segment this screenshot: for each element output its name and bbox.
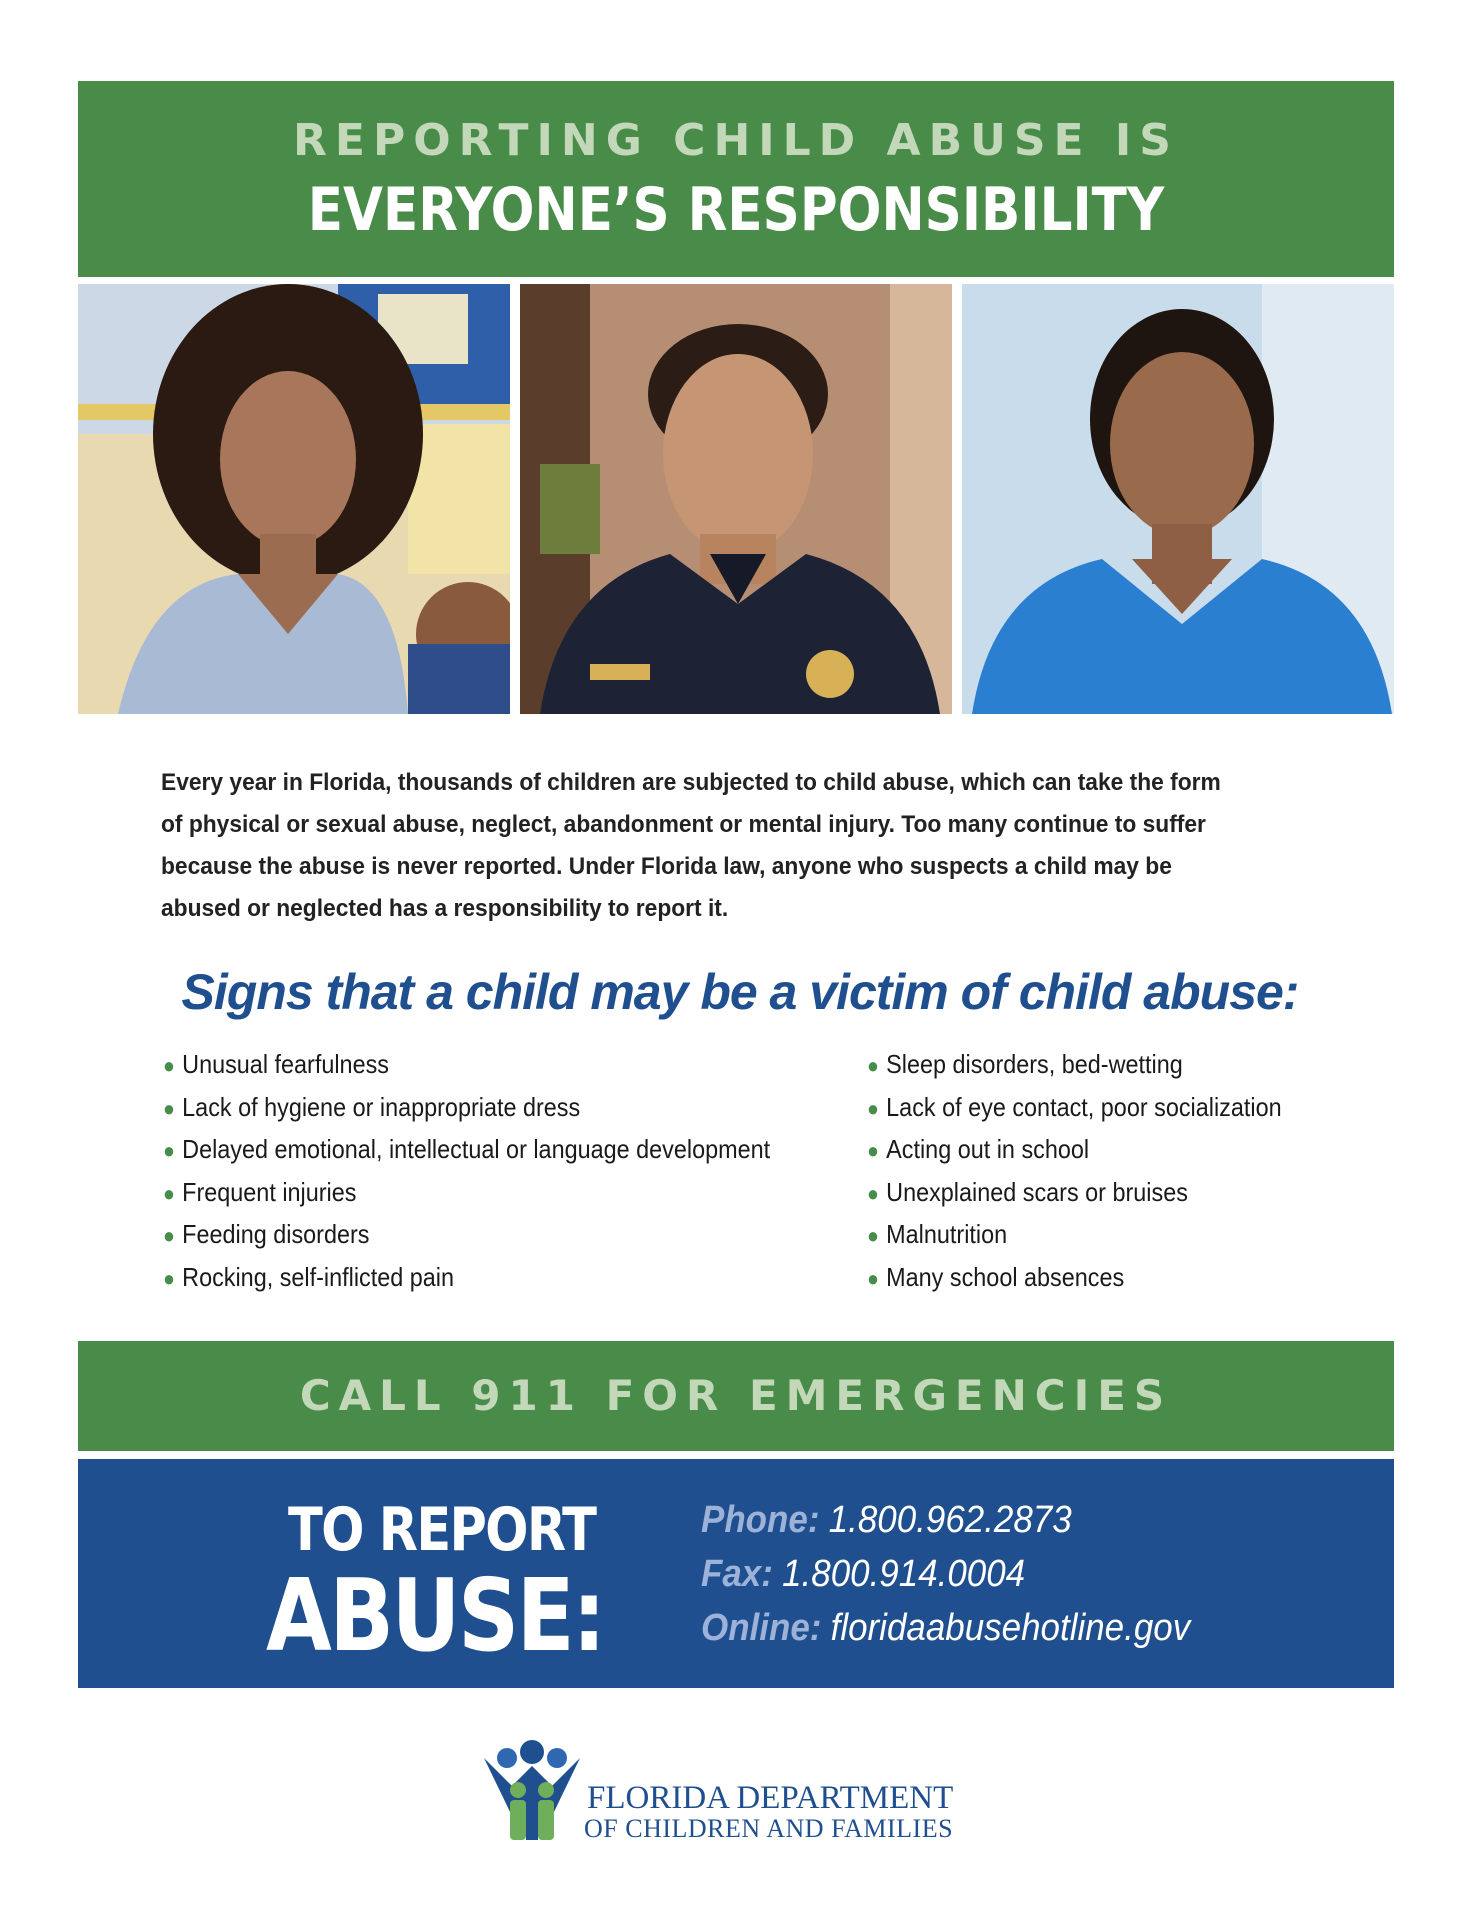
fax-label: Fax: xyxy=(701,1553,773,1595)
sign-item: ● Unusual fearfulness xyxy=(163,1049,389,1079)
report-box xyxy=(78,1459,1394,1688)
phone-label: Phone: xyxy=(701,1499,820,1541)
header-title: EVERYONE’S RESPONSIBILITY xyxy=(307,175,1165,245)
sign-item: ● Delayed emotional, intellectual or language development xyxy=(163,1134,771,1164)
bullet-icon: ● xyxy=(163,1265,175,1291)
online-link[interactable]: floridaabusehotline.gov xyxy=(830,1607,1191,1649)
phone-line xyxy=(701,1499,1072,1542)
logo-line1: FLORIDA DEPARTMENT xyxy=(587,1780,954,1816)
intro-paragraph: Every year in Florida, thousands of children are subjected to child abuse, which can take the form of physical or sexual abuse, neglect, abandonment or mental injury. Too many continue to suffer because the abuse is never reported. Under Florida law, anyone who suspects a child may be abused or neglected has a responsibility to report it. xyxy=(161,769,1221,922)
bullet-icon: ● xyxy=(867,1095,879,1121)
emergency-text: CALL 911 FOR EMERGENCIES xyxy=(299,1371,1173,1420)
sign-item: ● Sleep disorders, bed-wetting xyxy=(867,1049,1183,1079)
sign-item: ● Acting out in school xyxy=(867,1134,1090,1164)
online-label: Online: xyxy=(701,1607,822,1649)
police-officer-photo xyxy=(520,284,952,714)
sign-item: ● Many school absences xyxy=(867,1261,1125,1292)
photo-strip xyxy=(78,284,1394,714)
fax-number: 1.800.914.0004 xyxy=(782,1553,1026,1595)
bullet-icon: ● xyxy=(163,1095,175,1121)
bullet-icon: ● xyxy=(163,1223,175,1248)
signs-list-right xyxy=(867,1044,1328,1299)
bullet-icon: ● xyxy=(163,1138,175,1163)
teacher-photo xyxy=(78,284,510,714)
phone-number[interactable]: 1.800.962.2873 xyxy=(828,1499,1072,1541)
sign-item: ● Unexplained scars or bruises xyxy=(867,1176,1188,1207)
bullet-icon: ● xyxy=(867,1053,879,1078)
bullet-icon: ● xyxy=(163,1053,175,1078)
header-banner xyxy=(78,81,1394,277)
logo-line2: OF CHILDREN AND FAMILIES xyxy=(584,1814,954,1843)
report-title-line2: ABUSE: xyxy=(266,1557,604,1674)
signs-heading: Signs that a child may be a victim of child abuse: xyxy=(181,964,1299,1020)
sign-item: ● Rocking, self-inflicted pain xyxy=(163,1261,455,1292)
nurse-photo xyxy=(962,284,1394,714)
sign-item: ● Malnutrition xyxy=(867,1219,1008,1249)
bullet-icon: ● xyxy=(867,1138,879,1163)
header-kicker: REPORTING CHILD ABUSE IS xyxy=(293,115,1179,166)
dcf-logo xyxy=(482,1738,1002,1848)
sign-item: ● Frequent injuries xyxy=(163,1176,357,1207)
sign-item: ● Lack of hygiene or inappropriate dress xyxy=(163,1091,581,1122)
sign-item: ● Lack of eye contact, poor socialization xyxy=(867,1091,1282,1122)
bullet-icon: ● xyxy=(867,1180,879,1206)
signs-list-left xyxy=(163,1044,838,1299)
bullet-icon: ● xyxy=(867,1265,879,1291)
sign-item: ● Feeding disorders xyxy=(163,1219,370,1249)
bullet-icon: ● xyxy=(163,1180,175,1206)
fax-line xyxy=(701,1553,1025,1596)
bullet-icon: ● xyxy=(867,1223,879,1248)
family-figures-icon xyxy=(482,1738,582,1843)
report-title-line1: TO REPORT xyxy=(288,1495,596,1565)
emergency-banner xyxy=(78,1341,1394,1451)
online-line xyxy=(701,1607,1190,1650)
